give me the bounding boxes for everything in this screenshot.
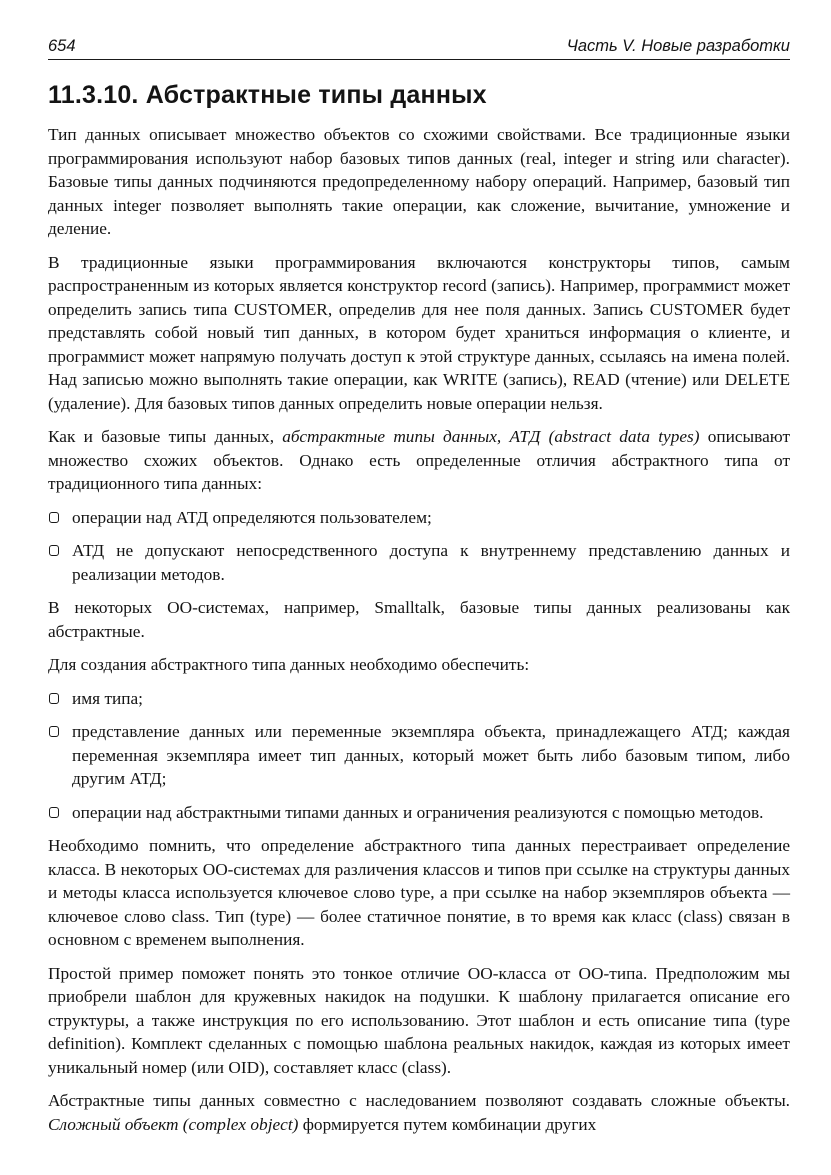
- list-item-text: операции над абстрактными типами данных и ограничения реализуются с помощью методов.: [72, 802, 764, 822]
- list-item: [48, 687, 790, 711]
- list-item-text: имя типа;: [72, 688, 143, 708]
- paragraph-smalltalk: В некоторых ОО-системах, например, Smalltalk, базовые типы данных реализованы как абстрактные.: [48, 598, 790, 641]
- paragraph-type-constructors: В традиционные языки программирования включаются конструкторы типов, самым распространенным из которых является конструктор record (запись). Например, программист может определить запись типа CUSTOMER, определив для нее поля данных. Запись CUSTOMER будет представлять собой новый тип данных, в котором будет храниться информация о клиенте, и программист может напрямую получать доступ к этой структуре данных, ссылаясь на имена полей. Над записью можно выполнять такие операции, как WRITE (запись), READ (чтение) или DELETE (удаление). Для базовых типов данных определить новые операции нельзя.: [48, 252, 790, 413]
- paragraph-text: Абстрактные типы данных совместно с наследованием позволяют создавать сложные объекты.: [48, 1091, 790, 1110]
- bullet-box-icon: [49, 726, 59, 737]
- list-item: [48, 506, 790, 530]
- bullet-box-icon: [49, 545, 59, 556]
- bullet-box-icon: [49, 512, 59, 523]
- paragraph-lace-example: Простой пример поможет понять это тонкое отличие ОО-класса от ОО-типа. Предположим мы приобрели шаблон для кружевных накидок на подушки. К шаблону прилагается описание его структуры, а также инструкция по его использованию. Этот шаблон и есть описание типа (type definition). Комплект сделанных с помощью шаблона реальных накидок, каждая из которых имеет уникальный номер (или OID), составляет класс (class).: [48, 963, 790, 1077]
- book-page: [48, 36, 790, 1146]
- list-item-text: операции над АТД определяются пользователем;: [72, 507, 432, 527]
- section-title: 11.3.10. Абстрактные типы данных: [48, 81, 487, 109]
- list-item: [48, 539, 790, 586]
- term-complex-object: Сложный объект (complex object): [48, 1114, 299, 1134]
- paragraph-data-type-definition: Тип данных описывает множество объектов со схожими свойствами. Все традиционные языки программирования используют набор базовых типов данных (real, integer и string или character). Базовые типы данных подчиняются предопределенному набору операций. Например, базовый тип данных integer позволяет выполнять такие операции, как сложение, вычитание, умножение и деление.: [48, 125, 790, 238]
- paragraph-text: описывают множество схожих объектов. Однако есть определенные отличия абстрактного типа от традиционного типа данных:: [48, 427, 791, 493]
- list-item-text: АТД не допускают непосредственного доступа к внутреннему представлению данных и реализации методов.: [72, 541, 790, 584]
- bullet-box-icon: [49, 693, 59, 704]
- paragraph-complex-objects: [48, 1089, 790, 1136]
- list-item: [48, 801, 790, 825]
- running-header: [48, 36, 790, 60]
- paragraph-text: формируется путем комбинации других: [298, 1114, 597, 1134]
- paragraph-text: Как и базовые типы данных,: [48, 427, 283, 446]
- list-item: [48, 720, 790, 791]
- term-abstract-data-types: абстрактные типы данных, АТД (abstract data types): [282, 427, 700, 446]
- bullet-box-icon: [49, 807, 59, 818]
- paragraph-adt-intro: [48, 425, 790, 496]
- page-number: 654: [48, 37, 76, 55]
- paragraph-type-vs-class: Необходимо помнить, что определение абстрактного типа данных перестраивает определение класса. В некоторых ОО-системах для различения классов и типов при ссылке на структуры данных и методы класса используется ключевое слово type, а при ссылке на набор экземпляров объекта — ключевое слово class. Тип (type) — более статичное понятие, в то время как класс (class) связан в основном с временем выполнения.: [48, 836, 790, 949]
- list-item-text: представление данных или переменные экземпляра объекта, принадлежащего АТД; каждая переменная экземпляра имеет тип данных, который может быть либо базовым типом, либо другим АТД;: [72, 722, 790, 788]
- paragraph-adt-requirements: Для создания абстрактного типа данных необходимо обеспечить:: [48, 655, 530, 674]
- part-title: Часть V. Новые разработки: [566, 37, 790, 55]
